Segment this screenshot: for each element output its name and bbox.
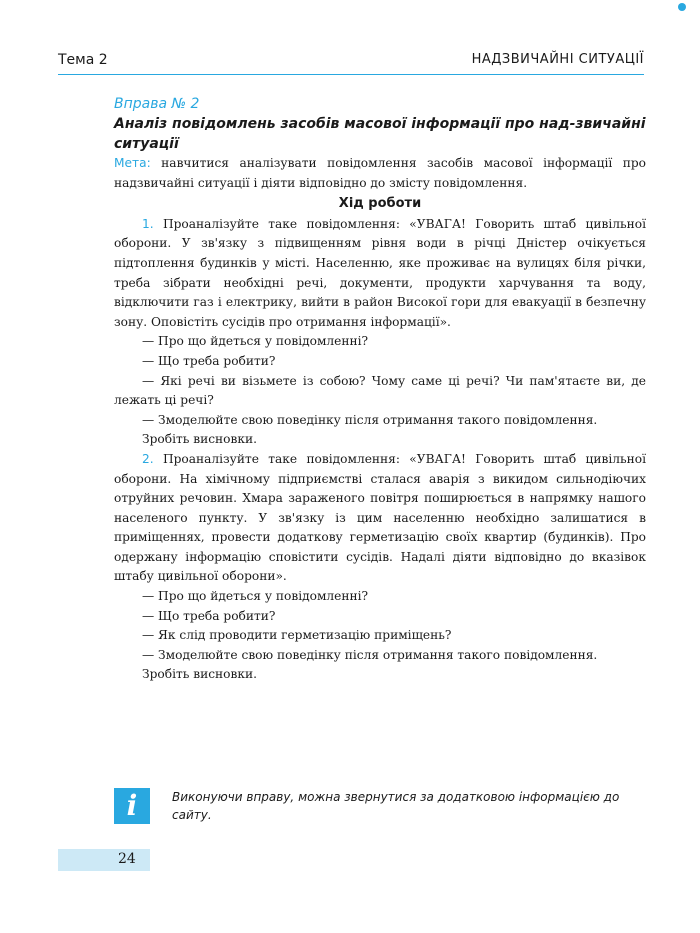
publisher-logo-icon	[678, 3, 686, 11]
info-icon: i	[114, 788, 150, 824]
section-title: Хід роботи	[338, 196, 422, 212]
page-header	[58, 50, 644, 75]
page-content	[114, 94, 646, 685]
page-number-bar	[58, 849, 150, 871]
task-2-question: — Як слід проводити герметизацію приміщень?	[142, 628, 452, 643]
info-note	[114, 788, 646, 824]
info-text: Виконуючи вправу, можна звернутися за додатковою інформацією до сайту.	[172, 790, 620, 822]
topic-label: Тема 2	[58, 52, 108, 68]
task-2-conclusion: Зробіть висновки.	[142, 667, 257, 682]
task-1-text: Проаналізуйте таке повідомлення: «УВАГА! Говорить штаб цивільної оборони. У зв'язку з підвищенням рівня води в річці Дністер очікується підтоплення будинків у місті. Населенню, яке проживає на вулицях біля річки, треба зібрати необхідні речі, документи, продукти харчування та воду, відключити газ і електрику, вийти в район Високої гори для евакуації в безпечну зону. Оповістіть сусідів про отримання інформації».	[114, 216, 646, 329]
task-1-question: — Про що йдеться у повідомленні?	[142, 334, 369, 349]
task-1-number: 1.	[142, 216, 154, 231]
task-1-question: — Змоделюйте свою поведінку після отримання такого повідомлення.	[142, 412, 598, 427]
task-1-question: — Що треба робити?	[142, 353, 276, 368]
goal-label: Мета:	[114, 156, 151, 170]
task-2	[114, 450, 646, 587]
task-1	[114, 215, 646, 333]
exercise-label: Вправа № 2	[114, 96, 200, 112]
chapter-title: НАДЗВИЧАЙНІ СИТУАЦІЇ	[471, 52, 644, 67]
goal-text: навчитися аналізувати повідомлення засобів масової інформації про надзвичайні ситуації і діяти відповідно до змісту повідомлення.	[114, 156, 646, 190]
task-1-conclusion: Зробіть висновки.	[142, 432, 257, 447]
task-2-question: — Змоделюйте свою поведінку після отримання такого повідомлення.	[142, 647, 598, 662]
task-2-question: — Про що йдеться у повідомленні?	[142, 589, 369, 604]
exercise-goal	[114, 154, 646, 193]
task-2-text: Проаналізуйте таке повідомлення: «УВАГА! Говорить штаб цивільної оборони. На хімічному підприємстві сталася аварія з викидом сильнодіючих отруйних речовин. Хмара зараженого повітря поширюється в напрямку нашого населеного пункту. У зв'язку із цим населенню необхідно залишатися в приміщеннях, провести додаткову герметизацію своїх квартир (будинків). Про одержану інформацію сповістити сусідів. Надалі діяти відповідно до вказівок штабу цивільної оборони».	[114, 451, 646, 584]
page-number: 24	[118, 851, 136, 867]
exercise-title: Аналіз повідомлень засобів масової інформації про над-звичайні ситуації	[114, 116, 646, 152]
task-1-question: — Які речі ви візьмете із собою? Чому саме ці речі? Чи пам'ятаєте ви, де лежать ці речі?	[114, 373, 646, 408]
task-2-question: — Що треба робити?	[142, 608, 276, 623]
task-2-number: 2.	[142, 451, 154, 466]
